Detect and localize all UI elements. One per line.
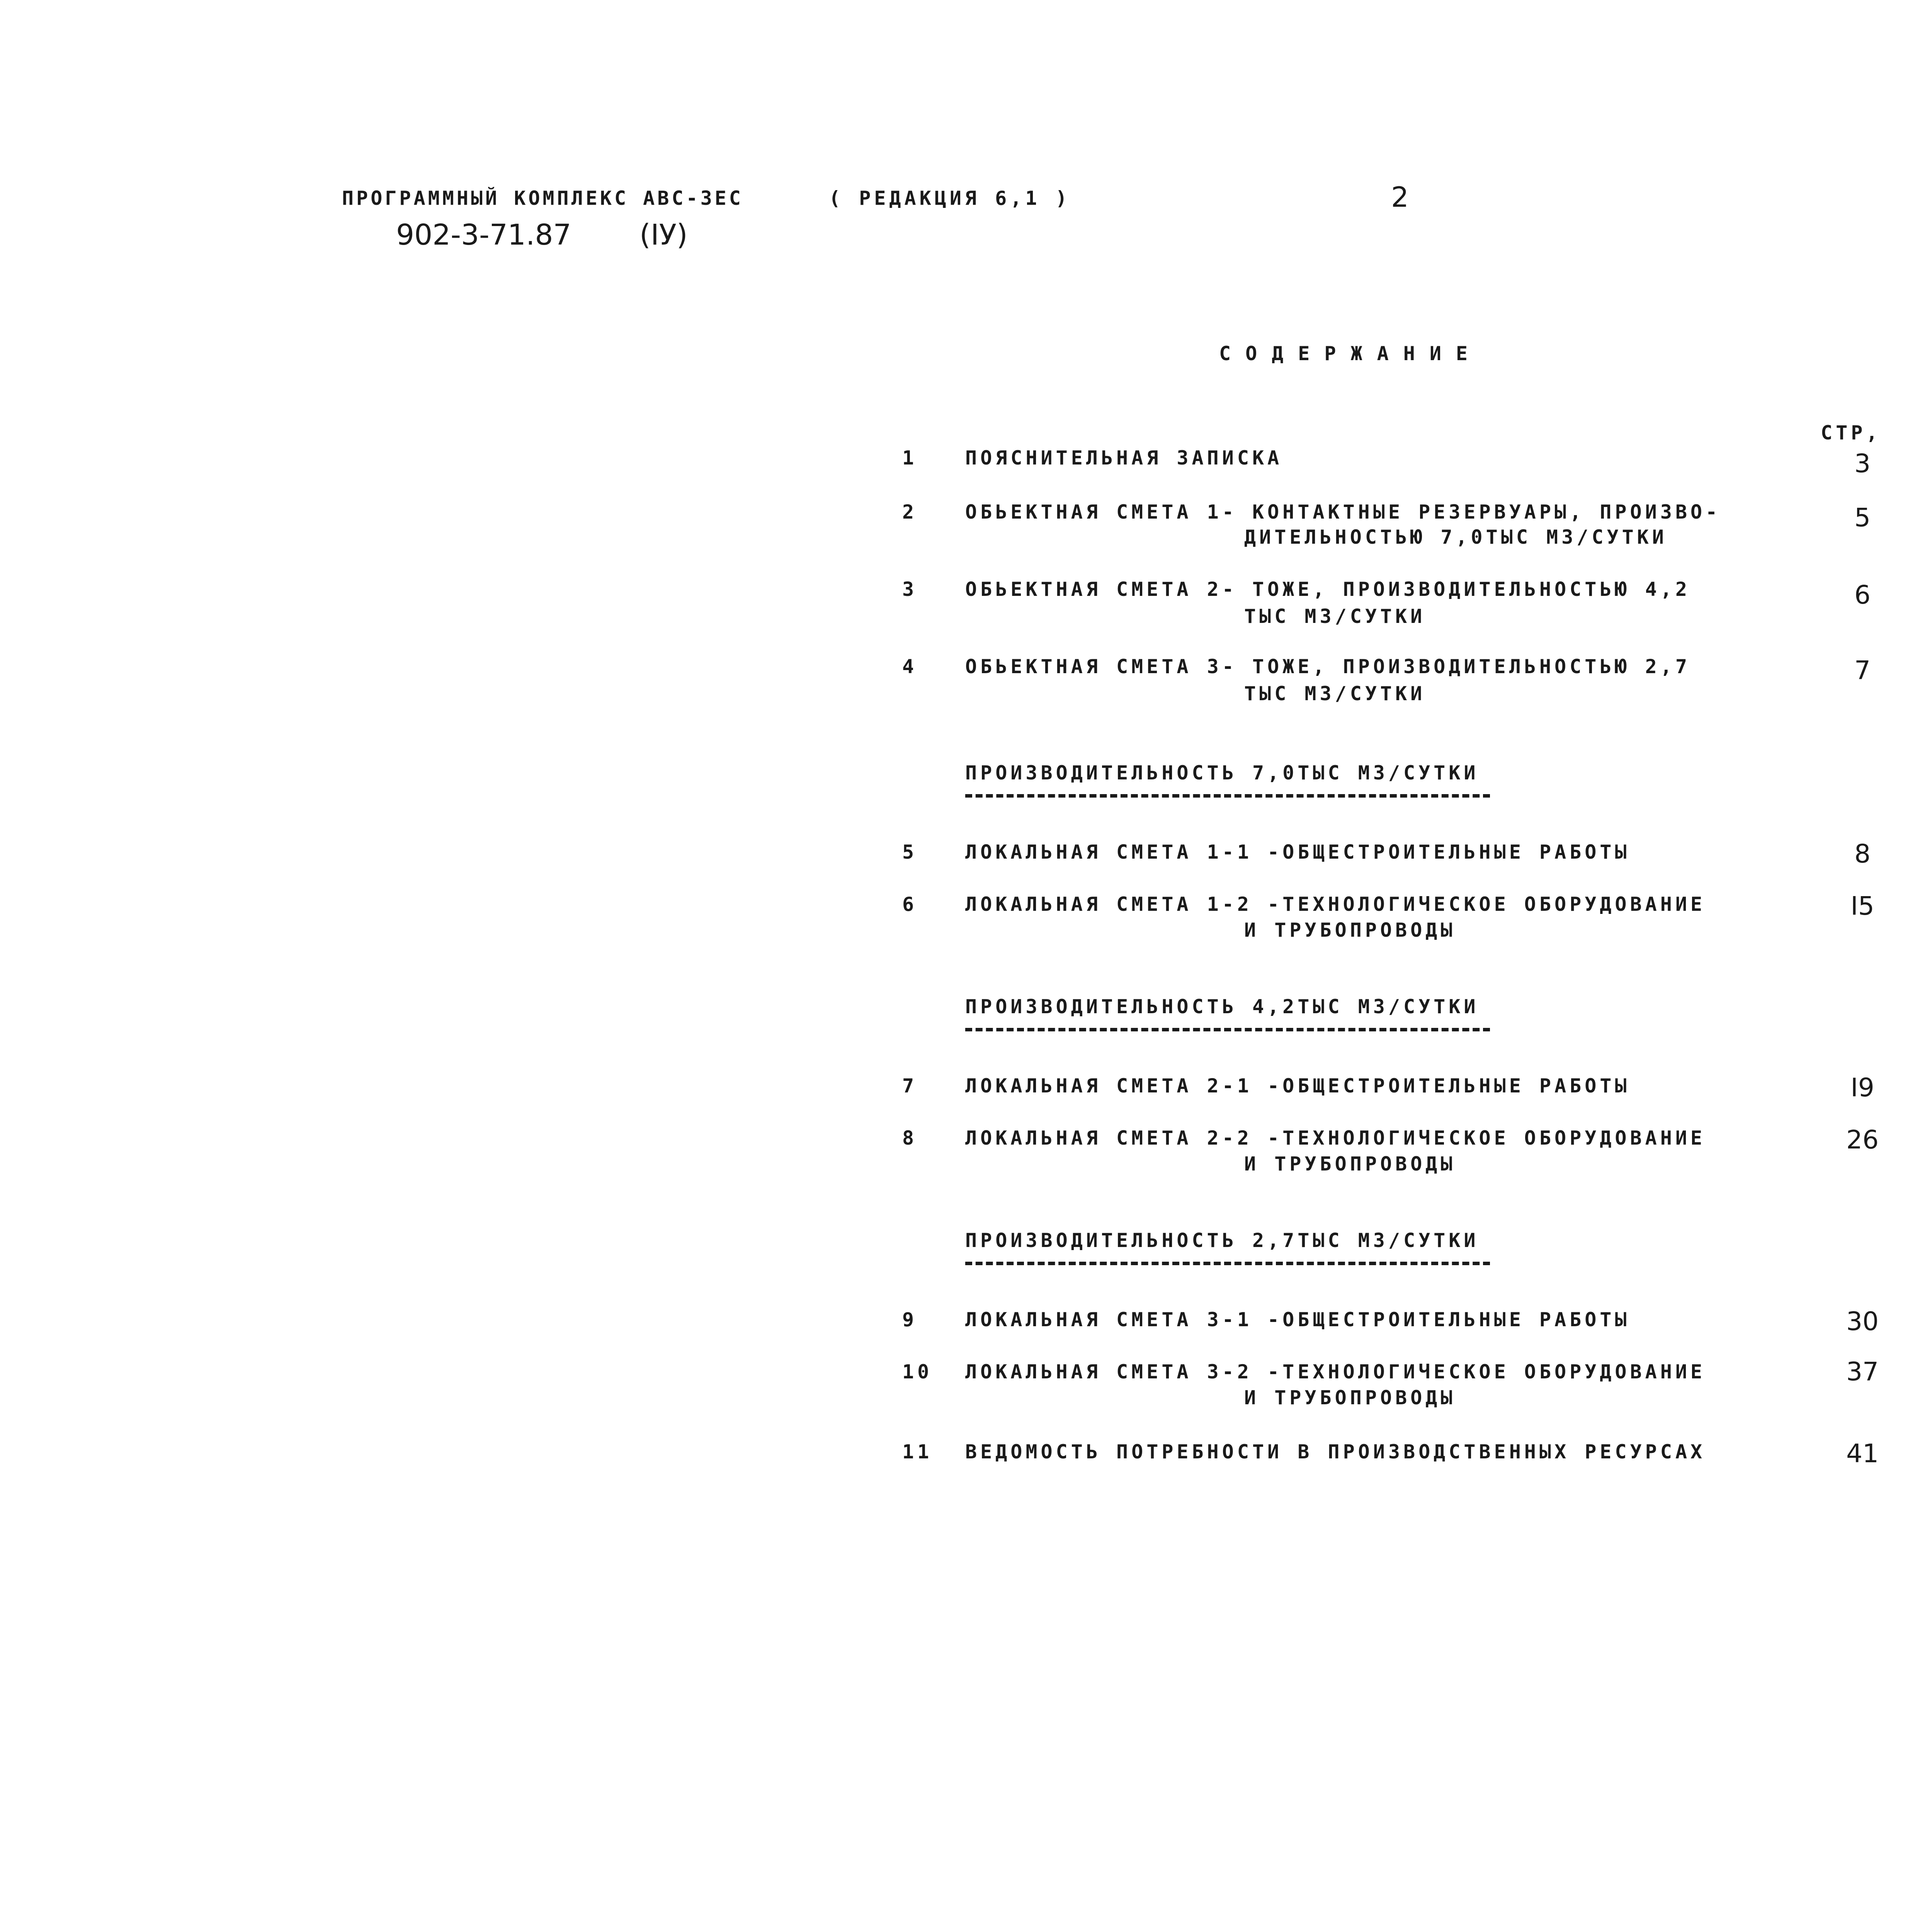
page-column-header: СТР, [1821, 422, 1881, 444]
entry-text-continued: ДИТЕЛЬНОСТЬЮ 7,0ТЫС М3/СУТКИ [1244, 526, 1667, 548]
entry-number: 6 [902, 893, 918, 915]
entry-number: 2 [902, 501, 918, 523]
entry-page: 7 [1854, 655, 1871, 685]
entry-text-continued: И ТРУБОПРОВОДЫ [1244, 919, 1456, 941]
section-heading: ПРОИЗВОДИТЕЛЬНОСТЬ 7,0ТЫС М3/СУТКИ [965, 762, 1479, 784]
entry-page: I5 [1850, 891, 1874, 921]
entry-text: ЛОКАЛЬНАЯ СМЕТА 2-2 -ТЕХНОЛОГИЧЕСКОЕ ОБОРУДОВАНИЕ [965, 1127, 1706, 1149]
entry-number: 9 [902, 1308, 918, 1331]
project-code: 902-3-71.87 [396, 218, 571, 252]
section-divider [965, 1028, 1490, 1031]
entry-page: 26 [1846, 1125, 1879, 1155]
page-title: СОДЕРЖАНИЕ [1219, 342, 1483, 365]
edition-label: ( РЕДАКЦИЯ 6,1 ) [829, 187, 1071, 209]
entry-page: 6 [1854, 580, 1871, 610]
entry-text: ВЕДОМОСТЬ ПОТРЕБНОСТИ В ПРОИЗВОДСТВЕННЫХ РЕСУРСАХ [965, 1441, 1706, 1463]
entry-number: 1 [902, 447, 918, 469]
program-name: ПРОГРАММНЫЙ КОМПЛЕКС АВС-3ЕС [342, 187, 743, 209]
entry-page: 3 [1854, 449, 1871, 478]
entry-text: ЛОКАЛЬНАЯ СМЕТА 3-2 -ТЕХНОЛОГИЧЕСКОЕ ОБОРУДОВАНИЕ [965, 1361, 1706, 1383]
entry-page: 30 [1846, 1307, 1879, 1336]
entry-number: 4 [902, 655, 918, 678]
entry-number: 5 [902, 841, 918, 863]
entry-text: ОБЬЕКТНАЯ СМЕТА 3- ТОЖЕ, ПРОИЗВОДИТЕЛЬНОСТЬЮ 2,7 [965, 655, 1690, 678]
entry-page: 41 [1846, 1439, 1879, 1468]
entry-number: 7 [902, 1075, 918, 1097]
entry-number: 3 [902, 578, 918, 601]
entry-page: 37 [1846, 1357, 1879, 1387]
entry-text: ЛОКАЛЬНАЯ СМЕТА 3-1 -ОБЩЕСТРОИТЕЛЬНЫЕ РАБОТЫ [965, 1308, 1630, 1331]
entry-text-continued: И ТРУБОПРОВОДЫ [1244, 1153, 1456, 1175]
entry-number: 8 [902, 1127, 918, 1149]
section-heading: ПРОИЗВОДИТЕЛЬНОСТЬ 2,7ТЫС М3/СУТКИ [965, 1229, 1479, 1252]
entry-text: ОБЬЕКТНАЯ СМЕТА 2- ТОЖЕ, ПРОИЗВОДИТЕЛЬНОСТЬЮ 4,2 [965, 578, 1690, 601]
entry-page: 5 [1854, 503, 1871, 532]
entry-page: I9 [1850, 1073, 1874, 1102]
section-heading: ПРОИЗВОДИТЕЛЬНОСТЬ 4,2ТЫС М3/СУТКИ [965, 995, 1479, 1018]
section-divider [965, 794, 1490, 798]
section-divider [965, 1262, 1490, 1265]
entry-text-continued: И ТРУБОПРОВОДЫ [1244, 1387, 1456, 1409]
entry-text-continued: ТЫС М3/СУТКИ [1244, 605, 1426, 628]
entry-number: 10 [902, 1361, 933, 1383]
entry-text: ЛОКАЛЬНАЯ СМЕТА 2-1 -ОБЩЕСТРОИТЕЛЬНЫЕ РАБОТЫ [965, 1075, 1630, 1097]
page-number: 2 [1391, 181, 1409, 213]
entry-text: ПОЯСНИТЕЛЬНАЯ ЗАПИСКА [965, 447, 1283, 469]
entry-text: ОБЬЕКТНАЯ СМЕТА 1- КОНТАКТНЫЕ РЕЗЕРВУАРЫ, ПРОИЗВО- [965, 501, 1721, 523]
entry-page: 8 [1854, 839, 1871, 869]
entry-text: ЛОКАЛЬНАЯ СМЕТА 1-1 -ОБЩЕСТРОИТЕЛЬНЫЕ РАБОТЫ [965, 841, 1630, 863]
entry-text-continued: ТЫС М3/СУТКИ [1244, 682, 1426, 705]
entry-text: ЛОКАЛЬНАЯ СМЕТА 1-2 -ТЕХНОЛОГИЧЕСКОЕ ОБОРУДОВАНИЕ [965, 893, 1706, 915]
volume-label: (IУ) [639, 218, 688, 252]
entry-number: 11 [902, 1441, 933, 1463]
